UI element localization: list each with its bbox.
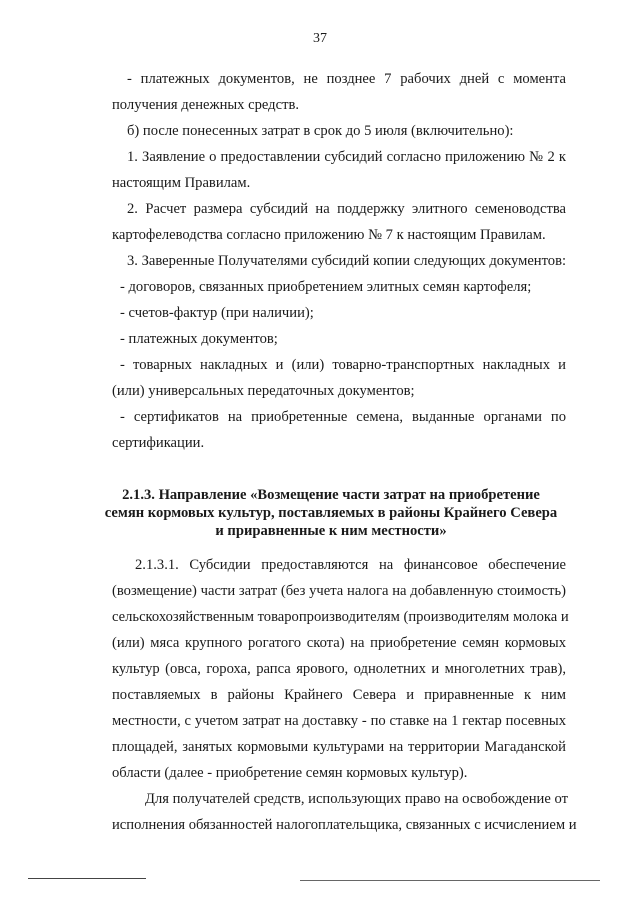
text-line: настоящим Правилам. [112, 175, 251, 191]
text-line: площадей, занятых кормовыми культурами на территории Магаданской [112, 739, 566, 755]
text-line: - платежных документов, не позднее 7 рабочих дней с момента [127, 71, 566, 87]
text-line: - сертификатов на приобретенные семена, выданные органами по [120, 409, 566, 425]
scan-edge-line [300, 880, 600, 881]
text-line: местности, с учетом затрат на доставку - по ставке на 1 гектар посевных [112, 713, 566, 729]
section-heading: и приравненные к ним местности» [215, 523, 447, 539]
text-line: культур (овса, гороха, рапса ярового, однолетних и многолетних трав), [112, 661, 566, 677]
text-line: (или) мяса крупного рогатого скота) на приобретение семян кормовых [112, 635, 566, 651]
text-line: 2.1.3.1. Субсидии предоставляются на финансовое обеспечение [135, 557, 566, 573]
text-line: сертификации. [112, 435, 205, 451]
section-heading: 2.1.3. Направление «Возмещение части затрат на приобретение [122, 487, 540, 503]
text-line: - счетов-фактур (при наличии); [120, 305, 314, 321]
text-line: 1. Заявление о предоставлении субсидий согласно приложению № 2 к [127, 149, 566, 165]
text-line: сельскохозяйственным товаропроизводителям (производителям молока и [112, 609, 569, 625]
text-line: - договоров, связанных приобретением элитных семян картофеля; [120, 279, 532, 295]
page-number: 37 [313, 31, 327, 46]
text-line: области (далее - приобретение семян кормовых культур). [112, 765, 468, 781]
text-line: б) после понесенных затрат в срок до 5 июля (включительно): [127, 123, 514, 139]
text-line: 2. Расчет размера субсидий на поддержку элитного семеноводства [127, 201, 566, 217]
text-line: поставляемых в районы Крайнего Севера и приравненные к ним [112, 687, 566, 703]
text-line: (или) универсальных передаточных документов; [112, 383, 415, 399]
text-line: исполнения обязанностей налогоплательщика, связанных с исчислением и [112, 817, 577, 833]
text-line: - товарных накладных и (или) товарно-транспортных накладных и [120, 357, 566, 373]
text-line: - платежных документов; [120, 331, 278, 347]
text-line: (возмещение) части затрат (без учета налога на добавленную стоимость) [112, 583, 566, 599]
text-line: 3. Заверенные Получателями субсидий копии следующих документов: [127, 253, 567, 269]
section-heading: семян кормовых культур, поставляемых в районы Крайнего Севера [104, 505, 558, 521]
text-line: получения денежных средств. [112, 97, 300, 113]
scan-edge-line [28, 878, 146, 879]
text-line: картофелеводства согласно приложению № 7 к настоящим Правилам. [112, 227, 546, 243]
text-line: Для получателей средств, использующих право на освобождение от [145, 791, 568, 807]
